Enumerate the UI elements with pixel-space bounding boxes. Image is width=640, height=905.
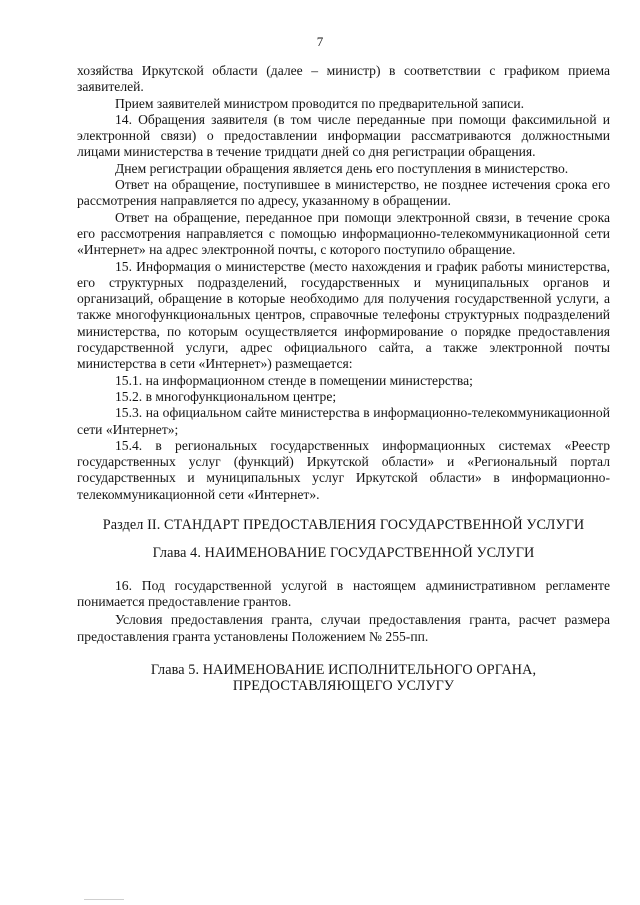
- document-body: [77, 63, 610, 694]
- chapter-5-heading-line-2: ПРЕДОСТАВЛЯЮЩЕГО УСЛУГУ: [232, 678, 455, 695]
- paragraph-continuation: хозяйства Иркутской области (далее – министр) в соответствии с графиком приема заявителей.: [77, 63, 610, 95]
- section-heading: Раздел II. СТАНДАРТ ПРЕДОСТАВЛЕНИЯ ГОСУДАРСТВЕННОЙ УСЛУГИ: [102, 517, 585, 534]
- paragraph-response-electronic: Ответ на обращение, переданное при помощи электронной связи, в течение срока его рассмотрения направляется с помощью информационно-телекоммуникационной сети «Интернет» на адрес электронной почты, с которого поступило обращение.: [77, 209, 610, 258]
- paragraph-15: 15. Информация о министерстве (место нахождения и график работы министерства, его структурных подразделений, государственных и муниципальных органов и организаций, обращение в которые необходимо для получения государственной услуги, а также многофункциональных центров, справочные телефоны структурных подразделений министерства, по которым осуществляется информирование о порядке предоставления государственной услуги, адрес официального сайта, а также электронной почты министерства в сети «Интернет») размещается:: [77, 258, 610, 372]
- chapter-4-heading: Глава 4. НАИМЕНОВАНИЕ ГОСУДАРСТВЕННОЙ УСЛУГИ: [152, 545, 535, 562]
- scan-artifact-line: [84, 899, 124, 900]
- paragraph-15-3: 15.3. на официальном сайте министерства в информационно-телекоммуникационной сети «Интернет»;: [77, 405, 610, 437]
- paragraph-grant-conditions: Условия предоставления гранта, случаи предоставления гранта, расчет размера предоставления гранта установлены Положением № 255-пп.: [77, 612, 610, 644]
- chapter-5-heading-line-1: Глава 5. НАИМЕНОВАНИЕ ИСПОЛНИТЕЛЬНОГО ОРГАНА,: [150, 661, 537, 678]
- paragraph-16: 16. Под государственной услугой в настоящем административном регламенте понимается предоставление грантов.: [77, 577, 610, 609]
- paragraph-15-4: 15.4. в региональных государственных информационных системах «Реестр государственных услуг (функций) Иркутской области» и «Региональный портал государственных и муниципальных услуг Иркутской области» в информационно-телекоммуникационной сети «Интернет».: [77, 437, 610, 502]
- page-number: 7: [316, 34, 324, 49]
- paragraph-15-2: 15.2. в многофункциональном центре;: [115, 388, 337, 404]
- chapter-5-heading: [77, 662, 610, 695]
- paragraph-registration-day: Днем регистрации обращения является день его поступления в министерство.: [115, 160, 569, 176]
- paragraph-reception: Прием заявителей министром проводится по предварительной записи.: [115, 95, 525, 111]
- paragraph-response-postal: Ответ на обращение, поступившее в министерство, не позднее истечения срока его рассмотрения направляется по адресу, указанному в обращении.: [77, 177, 610, 209]
- paragraph-15-1: 15.1. на информационном стенде в помещении министерства;: [115, 372, 473, 388]
- paragraph-14: 14. Обращения заявителя (в том числе переданные при помощи факсимильной и электронной связи) о предоставлении информации рассматриваются должностными лицами министерства в течение тридцати дней со дня регистрации обращения.: [77, 111, 610, 160]
